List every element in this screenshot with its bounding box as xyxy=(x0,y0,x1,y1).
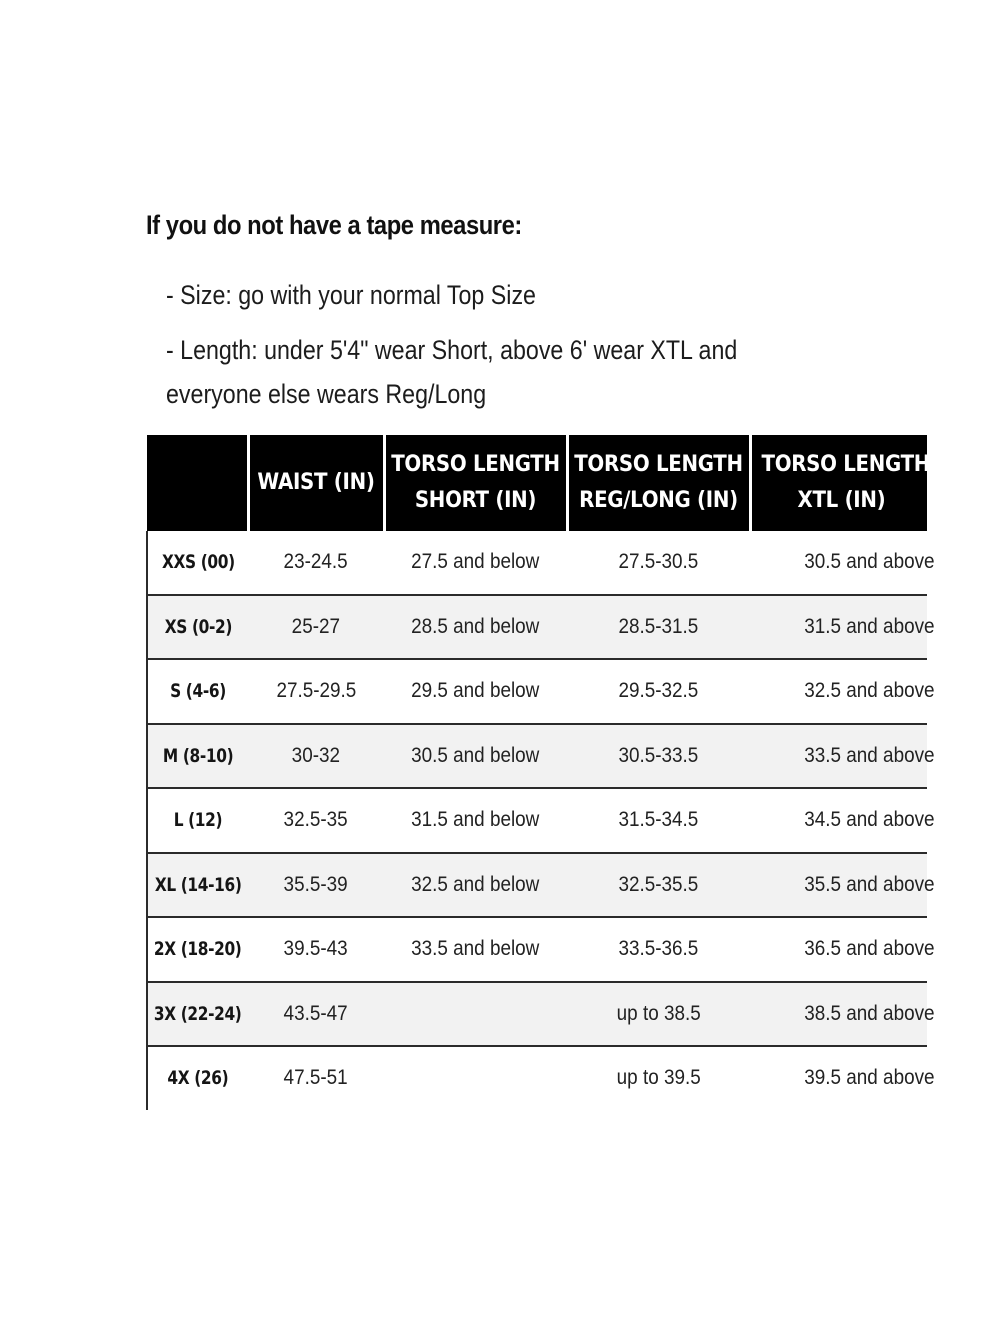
torso-short-cell xyxy=(384,853,567,918)
cell-text: XXS (00) xyxy=(161,551,235,574)
torso-xtl-cell xyxy=(750,917,935,982)
header-line: XTL (IN) xyxy=(797,488,886,513)
size-cell xyxy=(147,724,248,789)
table-row xyxy=(147,1046,927,1110)
table-row xyxy=(147,595,927,660)
waist-cell xyxy=(248,595,384,660)
length-instruction-line-2: everyone else wears Reg/Long xyxy=(166,379,487,409)
size-instruction: - Size: go with your normal Top Size xyxy=(166,280,536,310)
page-heading: If you do not have a tape measure: xyxy=(146,210,522,240)
table-row xyxy=(147,724,927,789)
cell-text: 29.5 and below xyxy=(411,679,540,703)
cell-text: 39.5 and above xyxy=(804,1066,935,1090)
length-instruction xyxy=(166,328,737,416)
header-torso-reg-long xyxy=(567,435,750,531)
cell-text: 38.5 and above xyxy=(804,1001,935,1025)
cell-text: 31.5-34.5 xyxy=(618,808,699,832)
waist-cell xyxy=(248,982,384,1047)
size-cell xyxy=(147,659,248,724)
waist-cell xyxy=(248,788,384,853)
table-row xyxy=(147,659,927,724)
cell-text: 23-24.5 xyxy=(283,550,349,574)
size-cell xyxy=(147,1046,248,1110)
size-cell xyxy=(147,595,248,660)
torso-xtl-cell xyxy=(750,595,935,660)
torso-reg-long-cell xyxy=(567,982,750,1047)
torso-reg-long-cell xyxy=(567,531,750,595)
cell-text: 30.5 and above xyxy=(804,550,935,574)
cell-text: 30.5-33.5 xyxy=(618,743,699,767)
torso-short-cell xyxy=(384,724,567,789)
torso-xtl-cell xyxy=(750,982,935,1047)
cell-text: 30-32 xyxy=(291,743,341,767)
waist-cell xyxy=(248,659,384,724)
cell-text: S (4-6) xyxy=(170,680,226,703)
cell-text: 34.5 and above xyxy=(804,808,935,832)
cell-text: 29.5-32.5 xyxy=(618,679,699,703)
cell-text: XL (14-16) xyxy=(154,873,242,896)
cell-text: 32.5-35.5 xyxy=(618,872,699,896)
cell-text: 47.5-51 xyxy=(283,1066,349,1090)
cell-text: 4X (26) xyxy=(167,1067,229,1090)
header-row xyxy=(147,435,927,531)
waist-cell xyxy=(248,917,384,982)
waist-cell xyxy=(248,724,384,789)
size-chart xyxy=(146,435,935,1110)
size-cell xyxy=(147,853,248,918)
cell-text: 36.5 and above xyxy=(804,937,935,961)
torso-short-cell xyxy=(384,982,567,1047)
cell-text: L (12) xyxy=(173,809,223,832)
header-waist xyxy=(248,435,384,531)
cell-text: 32.5-35 xyxy=(283,808,349,832)
torso-short-cell xyxy=(384,595,567,660)
cell-text: 32.5 and above xyxy=(804,679,935,703)
header-torso-short xyxy=(384,435,567,531)
torso-reg-long-cell xyxy=(567,917,750,982)
torso-short-cell xyxy=(384,917,567,982)
waist-cell xyxy=(248,531,384,595)
cell-text: 33.5 and below xyxy=(411,937,540,961)
torso-short-cell xyxy=(384,1046,567,1110)
torso-reg-long-cell xyxy=(567,1046,750,1110)
table-row xyxy=(147,853,927,918)
size-chart-header xyxy=(147,435,931,531)
cell-text: up to 39.5 xyxy=(616,1066,701,1090)
header-line: WAIST (IN) xyxy=(257,470,375,495)
size-cell xyxy=(147,917,248,982)
header-size xyxy=(147,435,248,531)
torso-reg-long-cell xyxy=(567,853,750,918)
table-row xyxy=(147,531,927,595)
torso-xtl-cell xyxy=(750,1046,935,1110)
cell-text: XS (0-2) xyxy=(164,615,232,638)
header-torso-xtl xyxy=(750,435,931,531)
torso-xtl-cell xyxy=(750,531,935,595)
header-line: REG/LONG (IN) xyxy=(579,488,738,513)
cell-text: 25-27 xyxy=(291,614,341,638)
table-row xyxy=(147,982,927,1047)
table-row xyxy=(147,788,927,853)
size-cell xyxy=(147,982,248,1047)
torso-short-cell xyxy=(384,788,567,853)
table-row xyxy=(147,917,927,982)
torso-reg-long-cell xyxy=(567,659,750,724)
waist-cell xyxy=(248,1046,384,1110)
cell-text: 27.5-29.5 xyxy=(276,679,356,703)
torso-short-cell xyxy=(384,659,567,724)
cell-text: 39.5-43 xyxy=(283,937,349,961)
torso-xtl-cell xyxy=(750,853,935,918)
torso-reg-long-cell xyxy=(567,595,750,660)
cell-text: 43.5-47 xyxy=(283,1001,349,1025)
cell-text: 32.5 and below xyxy=(411,872,540,896)
torso-xtl-cell xyxy=(750,724,935,789)
cell-text: 28.5 and below xyxy=(411,614,540,638)
torso-xtl-cell xyxy=(750,659,935,724)
torso-reg-long-cell xyxy=(567,724,750,789)
cell-text: M (8-10) xyxy=(162,744,234,767)
size-chart-table xyxy=(146,435,935,1110)
torso-reg-long-cell xyxy=(567,788,750,853)
cell-text: 3X (22-24) xyxy=(154,1002,242,1025)
torso-short-cell xyxy=(384,531,567,595)
header-line: SHORT (IN) xyxy=(414,488,537,513)
cell-text: 27.5-30.5 xyxy=(618,550,699,574)
cell-text: 33.5-36.5 xyxy=(618,937,699,961)
header-line: TORSO LENGTH xyxy=(761,452,931,477)
waist-cell xyxy=(248,853,384,918)
cell-text: 35.5-39 xyxy=(283,872,349,896)
cell-text: 33.5 and above xyxy=(804,743,935,767)
cell-text: 27.5 and below xyxy=(411,550,540,574)
cell-text: 31.5 and below xyxy=(411,808,540,832)
size-chart-body xyxy=(147,531,935,1110)
cell-text: 30.5 and below xyxy=(411,743,540,767)
header-line: TORSO LENGTH xyxy=(391,452,560,477)
header-line: TORSO LENGTH xyxy=(574,452,743,477)
size-cell xyxy=(147,788,248,853)
cell-text: up to 38.5 xyxy=(616,1001,701,1025)
length-instruction-line-1: - Length: under 5'4" wear Short, above 6' wear XTL and xyxy=(166,335,738,365)
cell-text: 35.5 and above xyxy=(804,872,935,896)
cell-text: 31.5 and above xyxy=(804,614,935,638)
size-cell xyxy=(147,531,248,595)
torso-xtl-cell xyxy=(750,788,935,853)
cell-text: 2X (18-20) xyxy=(154,938,242,961)
cell-text: 28.5-31.5 xyxy=(618,614,699,638)
